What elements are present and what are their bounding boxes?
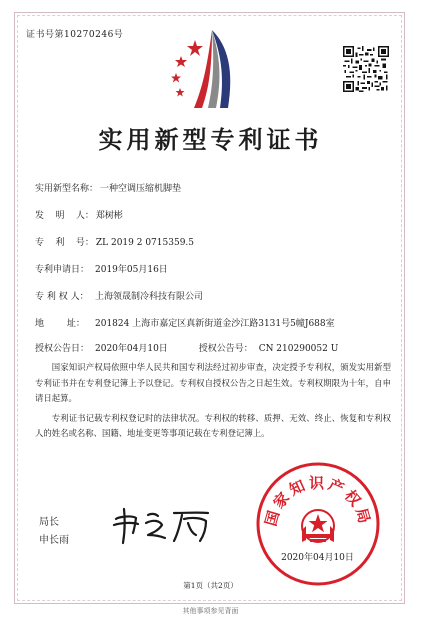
field-value: 上海领晟制冷科技有限公司 [95,292,204,302]
field-label: 授权公告日： [35,344,90,354]
page-number: 第1页（共2页） [183,581,238,590]
field-utility-model-name [35,181,181,194]
field-value: 201824 上海市嘉定区真新街道金沙江路3131号5幢J688室 [95,319,335,329]
field-label: 专 利 号： [35,238,94,248]
bottom-note: 其他事项参见背面 [182,607,239,615]
qr-code-icon [343,46,389,92]
field-application-date [35,262,168,275]
field-label: 专 利 权 人： [35,292,89,302]
certificate-body [35,360,391,442]
field-label: 地 址： [35,319,85,329]
body-paragraph-1: 国家知识产权局依照中华人民共和国专利法经过初步审查，决定授予专利权，颁发实用新型专利证书并在专利登记簿上予以登记。专利权自授权公告之日起生效。专利权期限为十年，自申请日起算。 [35,362,391,404]
seal-date: 2020年04月10日 [281,553,354,563]
certificate-number: 证书号第10270246号 [26,30,124,40]
field-label-2: 授权公告号： [198,344,253,354]
field-value-2: CN 210290052 U [258,344,339,354]
official-seal-icon [254,460,382,588]
cnipa-emblem-icon [168,26,250,112]
field-inventor [35,208,123,221]
certificate-title: 实用新型专利证书 [98,125,323,154]
field-label: 专利申请日： [35,265,90,275]
field-patent-number [35,235,194,248]
director-title: 局长 [39,517,59,528]
field-value: 2019年05月16日 [95,265,168,275]
seal-text: 国家知识产权局 [261,474,375,529]
field-patentee [35,289,203,302]
field-address [35,316,335,329]
body-paragraph-2: 专利证书记载专利权登记时的法律状况。专利权的转移、质押、无效、终止、恢复和专利权人的姓名或名称、国籍、地址变更等事项记载在专利登记簿上。 [35,412,391,439]
field-grant-announcement [35,341,338,354]
field-label: 发 明 人： [35,211,94,221]
field-value: 郑树彬 [95,211,123,221]
signature-icon [108,505,218,545]
field-label: 实用新型名称： [35,184,99,194]
director-name: 申长雨 [39,535,69,546]
field-value: 一种空调压缩机脚垫 [100,184,182,194]
field-value: ZL 2019 2 0715359.5 [95,238,195,248]
field-value: 2020年04月10日 [95,344,168,354]
